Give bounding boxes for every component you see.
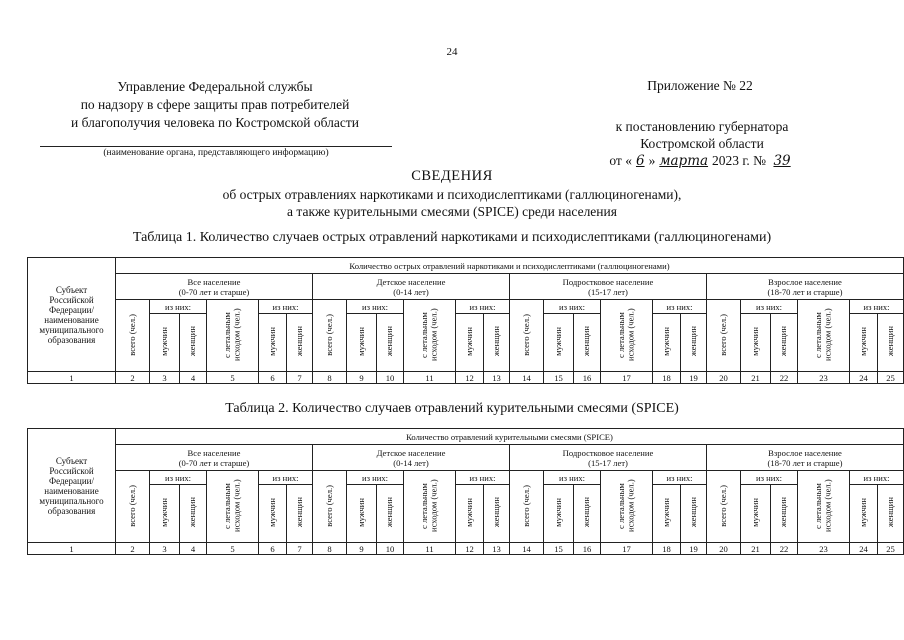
group-name: Взрослое население [768,276,842,287]
column-number: 19 [681,543,707,555]
group-name: Все население [187,447,241,458]
men-header: мужчин [347,485,377,543]
subgroup-header: из них: [544,300,601,314]
group-range: (0-14 лет) [393,457,429,468]
column-number: 12 [456,543,484,555]
men-header: мужчин [347,314,377,372]
total-header: всего (чел.) [707,300,741,372]
subgroup-header: из них: [456,471,510,485]
handwritten-month: марта [659,153,709,169]
column-number: 6 [259,372,287,384]
men-header: мужчин [850,314,878,372]
column-number: 6 [259,543,287,555]
men-header: мужчин [850,485,878,543]
group-range: (15-17 лет) [588,457,628,468]
total-header: всего (чел.) [116,471,150,543]
statistics-table [27,257,904,384]
lethal-header: с летальным исходом (чел.) [404,471,456,543]
subgroup-header: из них: [150,300,207,314]
authority-line-1: Управление Федеральной службы [117,79,313,94]
group-header [510,274,707,300]
group-header [313,445,510,471]
column-number: 24 [850,372,878,384]
authority-underline [40,146,392,147]
column-number: 3 [150,543,180,555]
subject-header-line: муниципального [39,324,104,335]
table2-caption: Таблица 2. Количество случаев отравлений курительными смесями (SPICE) [225,401,679,416]
group-range: (0-14 лет) [393,286,429,297]
group-range: (0-70 лет и старше) [178,286,250,297]
group-range: (18-70 лет и старше) [767,286,843,297]
group-range: (15-17 лет) [588,286,628,297]
document-subtitle [130,186,774,220]
column-number: 20 [707,543,741,555]
subtitle-line-2: а также курительными смесями (SPICE) среди населения [287,204,617,219]
subgroup-header: из них: [347,471,404,485]
women-header: женщин [377,485,404,543]
column-number: 21 [741,543,771,555]
men-header: мужчин [150,485,180,543]
authority-caption: (наименование органа, представляющего информацию) [103,148,329,158]
subgroup-header: из них: [850,471,904,485]
total-header: всего (чел.) [313,300,347,372]
column-number: 14 [510,543,544,555]
women-header: женщин [377,314,404,372]
date-mid: » [648,153,656,168]
subgroup-header: из них: [741,300,798,314]
men-header: мужчин [456,314,484,372]
column-number: 18 [653,543,681,555]
date-prefix: от « [609,153,632,168]
group-header [510,445,707,471]
women-header: женщин [180,314,207,372]
column-number: 23 [798,543,850,555]
group-header [707,274,904,300]
top-header: Количество острых отравлений наркотиками и психодислептиками (галлюциногенами) [116,258,904,274]
men-header: мужчин [544,485,574,543]
column-number: 13 [484,543,510,555]
decree-line-2: Костромской области [640,136,764,151]
women-header: женщин [771,314,798,372]
column-number: 17 [601,543,653,555]
subject-header-line: образования [47,334,96,345]
column-number: 16 [574,543,601,555]
women-header: женщин [180,485,207,543]
group-header [313,274,510,300]
column-number: 21 [741,372,771,384]
lethal-header: с летальным исходом (чел.) [798,300,850,372]
column-number: 11 [404,543,456,555]
total-header: всего (чел.) [510,471,544,543]
men-header: мужчин [741,314,771,372]
column-number: 5 [207,543,259,555]
column-number: 8 [313,372,347,384]
column-number: 11 [404,372,456,384]
subject-header-line: образования [47,505,96,516]
subject-header-line: Российской [49,294,94,305]
group-name: Подростковое население [562,447,654,458]
column-number: 22 [771,543,798,555]
column-number: 20 [707,372,741,384]
column-number: 15 [544,543,574,555]
column-number: 16 [574,372,601,384]
subtitle-line-1: об острых отравлениях наркотиками и психодислептиками (галлюциногенами), [222,187,682,202]
lethal-header: с летальным исходом (чел.) [207,300,259,372]
table2 [27,428,904,555]
subject-header-line: наименование [44,314,99,325]
page-number: 24 [446,46,458,58]
group-name: Взрослое население [768,447,842,458]
total-header: всего (чел.) [707,471,741,543]
lethal-header: с летальным исходом (чел.) [601,300,653,372]
women-header: женщин [287,314,313,372]
subject-header-line: муниципального [39,495,104,506]
subgroup-header: из них: [259,300,313,314]
subject-header [28,258,116,372]
group-header [116,445,313,471]
group-name: Подростковое население [562,276,654,287]
column-number: 25 [878,372,904,384]
men-header: мужчин [653,314,681,372]
subgroup-header: из них: [150,471,207,485]
subject-header-line: Субъект [55,455,88,466]
column-number: 19 [681,372,707,384]
authority-line-3: и благополучия человека по Костромской области [71,115,359,130]
subject-header-line: Федерации/ [48,475,94,486]
authority-name [40,78,390,132]
subject-header-line: наименование [44,485,99,496]
lethal-header: с летальным исходом (чел.) [798,471,850,543]
column-number: 8 [313,543,347,555]
column-number: 10 [377,372,404,384]
column-number: 17 [601,372,653,384]
men-header: мужчин [150,314,180,372]
women-header: женщин [878,314,904,372]
total-header: всего (чел.) [313,471,347,543]
table1-caption: Таблица 1. Количество случаев острых отравлений наркотиками и психодислептиками (галлюциногенами) [132,230,772,245]
column-number: 2 [116,372,150,384]
women-header: женщин [681,485,707,543]
total-header: всего (чел.) [510,300,544,372]
subgroup-header: из них: [653,471,707,485]
men-header: мужчин [259,314,287,372]
subgroup-header: из них: [456,300,510,314]
decree-date-line [572,152,832,170]
group-header [707,445,904,471]
men-header: мужчин [544,314,574,372]
group-header [116,274,313,300]
column-number: 3 [150,372,180,384]
subgroup-header: из них: [850,300,904,314]
column-number: 4 [180,543,207,555]
subgroup-header: из них: [544,471,601,485]
column-number: 12 [456,372,484,384]
subgroup-header: из них: [259,471,313,485]
column-number: 14 [510,372,544,384]
handwritten-number: 39 [773,153,791,169]
column-number: 10 [377,543,404,555]
subject-header [28,429,116,543]
column-number: 1 [28,372,116,384]
women-header: женщин [681,314,707,372]
handwritten-day: 6 [635,153,645,169]
table1 [27,257,904,384]
lethal-header: с летальным исходом (чел.) [404,300,456,372]
column-number: 22 [771,372,798,384]
group-range: (18-70 лет и старше) [767,457,843,468]
column-number: 7 [287,372,313,384]
column-number: 7 [287,543,313,555]
column-number: 2 [116,543,150,555]
column-number: 5 [207,372,259,384]
subgroup-header: из них: [653,300,707,314]
men-header: мужчин [653,485,681,543]
women-header: женщин [574,485,601,543]
column-number: 23 [798,372,850,384]
column-number: 1 [28,543,116,555]
year-text: 2023 г. № [712,153,767,168]
women-header: женщин [878,485,904,543]
decree-reference [572,118,832,170]
appendix-number: Приложение № 22 [647,78,753,93]
document-title: СВЕДЕНИЯ [411,168,493,184]
group-name: Детское население [376,276,446,287]
subject-header-line: Субъект [55,284,88,295]
group-range: (0-70 лет и старше) [178,457,250,468]
top-header: Количество отравлений курительными смесями (SPICE) [116,429,904,445]
column-number: 25 [878,543,904,555]
decree-line-1: к постановлению губернатора [615,119,789,134]
column-number: 13 [484,372,510,384]
total-header: всего (чел.) [116,300,150,372]
authority-line-2: по надзору в сфере защиты прав потребителей [80,97,350,112]
column-number: 9 [347,372,377,384]
men-header: мужчин [259,485,287,543]
group-name: Все население [187,276,241,287]
lethal-header: с летальным исходом (чел.) [207,471,259,543]
men-header: мужчин [456,485,484,543]
statistics-table [27,428,904,555]
men-header: мужчин [741,485,771,543]
lethal-header: с летальным исходом (чел.) [601,471,653,543]
women-header: женщин [574,314,601,372]
subject-header-line: Федерации/ [48,304,94,315]
group-name: Детское население [376,447,446,458]
column-number: 9 [347,543,377,555]
column-number: 18 [653,372,681,384]
women-header: женщин [484,485,510,543]
women-header: женщин [484,314,510,372]
column-number: 4 [180,372,207,384]
subgroup-header: из них: [347,300,404,314]
column-number: 15 [544,372,574,384]
subject-header-line: Российской [49,465,94,476]
column-number: 24 [850,543,878,555]
women-header: женщин [771,485,798,543]
women-header: женщин [287,485,313,543]
subgroup-header: из них: [741,471,798,485]
